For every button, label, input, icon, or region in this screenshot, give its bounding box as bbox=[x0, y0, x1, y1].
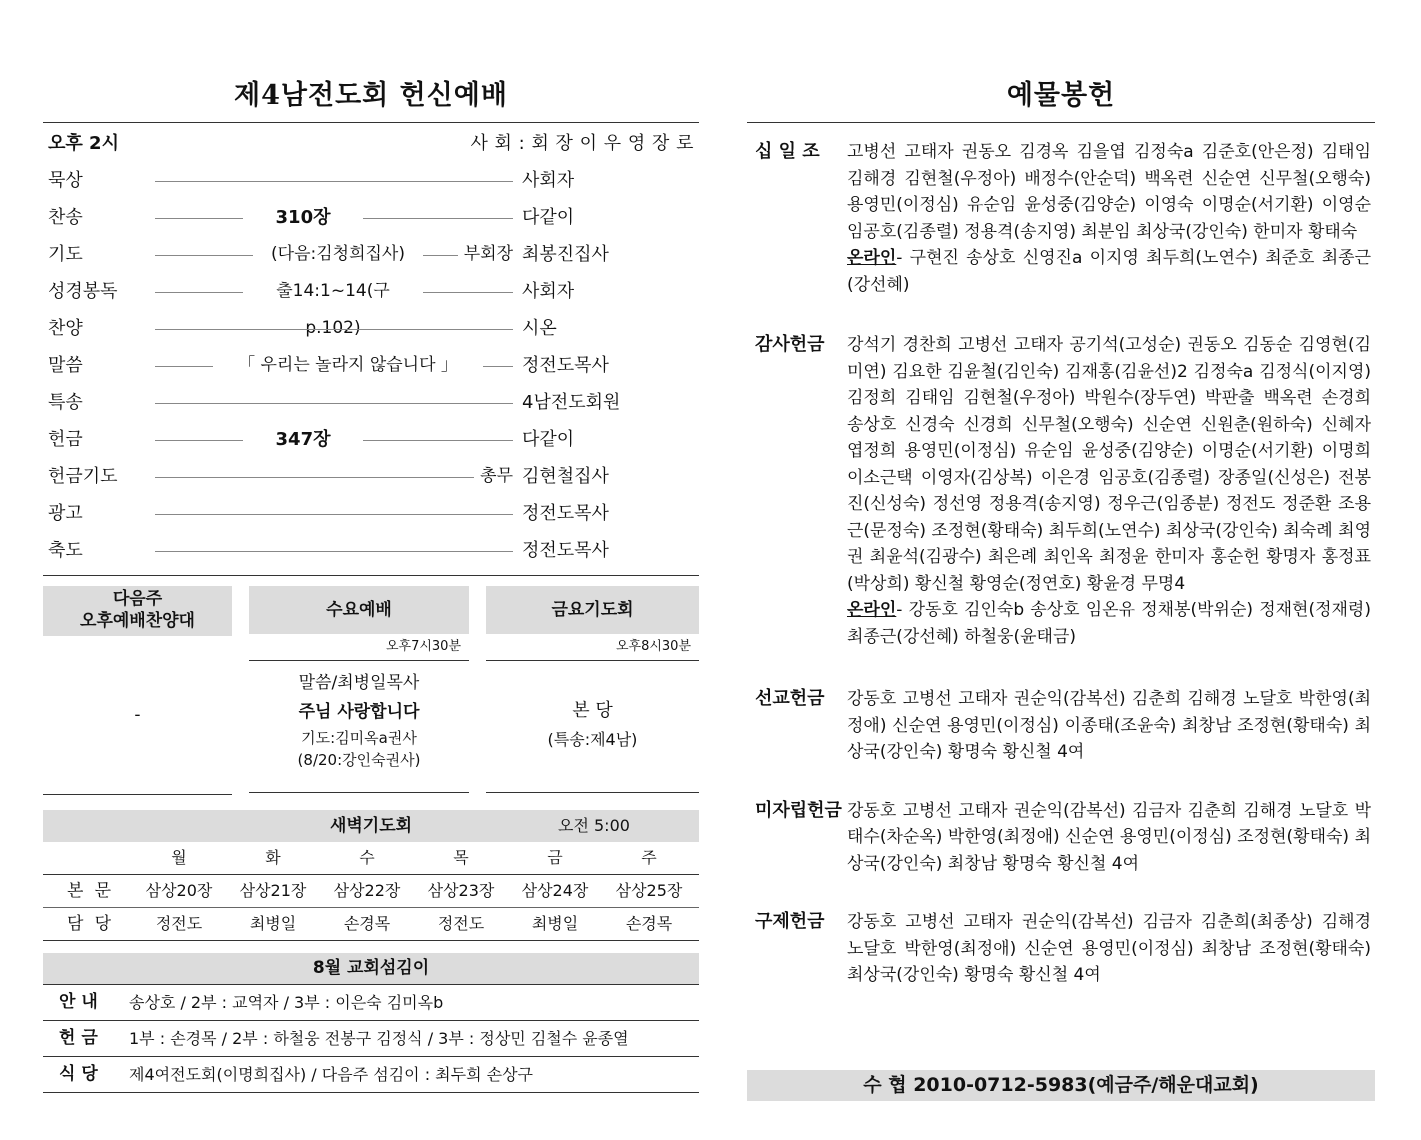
online-names: - 강동호 김인숙b 송상호 임온유 정채봉(박위순) 정재현(정재령) 최종근(강선혜) 하철웅(윤태금) bbox=[847, 600, 1371, 647]
dawn-grid bbox=[43, 842, 699, 941]
order-row bbox=[43, 384, 699, 421]
order-label: 광고 bbox=[48, 503, 83, 524]
order-performer: 사회자 bbox=[522, 273, 694, 310]
fri-line2: (특송:제4남) bbox=[547, 730, 638, 749]
offerings-title: 예물봉헌 bbox=[747, 70, 1375, 123]
dawn-cell: 목 bbox=[453, 848, 469, 867]
offering-names: 고병선 고태자 권동오 김경옥 김을엽 김정숙a 김준호(안은정) 김태임 김해경 김현철(우정아) 배정수(안순덕) 백옥련 신순연 신무철(오행숙) 용영민(이정심) 유순임 윤성중(김양순) 이영숙 이명순(서기환) 이영순 임공호(김종렬) 정용격(송지영) 최분임 최상국(강인숙) 한미자 황태숙 bbox=[847, 142, 1371, 242]
leader-line bbox=[155, 329, 513, 330]
fri-box bbox=[486, 586, 699, 793]
fri-line1: 본 당 bbox=[572, 700, 613, 721]
dawn-cell: 최병일 bbox=[531, 914, 579, 933]
leader-line bbox=[155, 551, 513, 552]
offering-label: 미자립헌금 bbox=[755, 799, 842, 821]
dawn-cell: 손경목 bbox=[343, 914, 391, 933]
dawn-cell: 정전도 bbox=[437, 914, 485, 933]
offering-names: 강동호 고병선 고태자 권순익(감복선) 김춘희 김해경 노달호 박한영(최정애) 신순연 용영민(이정심) 이종태(조윤숙) 최창남 조정현(황태숙) 최상국(강인숙) 황명숙 황신철 4여 bbox=[847, 689, 1371, 762]
dawn-cell: 월 bbox=[171, 848, 187, 867]
dawn-cell: 손경목 bbox=[625, 914, 673, 933]
order-label: 헌금 bbox=[48, 429, 83, 450]
dawn-cell: 금 bbox=[547, 848, 563, 867]
leader-line bbox=[155, 514, 513, 515]
order-list bbox=[43, 162, 699, 569]
offering-group bbox=[747, 332, 1375, 650]
service-label: 식 당 bbox=[59, 1064, 98, 1084]
worship-order-section bbox=[43, 70, 699, 1093]
order-row bbox=[43, 310, 699, 347]
service-rows bbox=[43, 985, 699, 1093]
online-names: - 구현진 송상호 신영진a 이지영 최두희(노연수) 최준호 최종근(강선혜) bbox=[847, 248, 1371, 295]
next-week-head1: 다음주 bbox=[112, 589, 163, 609]
offering-label: 십 일 조 bbox=[755, 141, 820, 162]
offering-names: 강동호 고병선 고태자 권순익(감복선) 김금자 김춘희 김해경 노달호 박태수(차순옥) 박한영(최정애) 신순연 용영민(이정심) 조정현(황태숙) 최상국(강인숙) 최창남 황명숙 황신철 4여 bbox=[847, 800, 1371, 874]
dawn-title: 새벽기도회 bbox=[329, 816, 413, 836]
order-label: 기도 bbox=[48, 244, 83, 265]
order-row bbox=[43, 495, 699, 532]
order-row bbox=[43, 458, 699, 495]
order-performer: 시온 bbox=[522, 310, 694, 347]
order-performer: 다같이 bbox=[522, 199, 694, 236]
service-text: 제4여전도회(이명희집사) / 다음주 섬김이 : 최두희 손상구 bbox=[129, 1065, 533, 1084]
service-text: 송상호 / 2부 : 교역자 / 3부 : 이은숙 김미옥b bbox=[129, 993, 444, 1012]
dawn-cell: 주 bbox=[641, 848, 657, 867]
order-label: 찬송 bbox=[48, 207, 83, 228]
dawn-cell: 정전도 bbox=[155, 914, 203, 933]
wed-line3: 기도:김미옥a권사 bbox=[301, 729, 417, 747]
order-detail: (다음:김청희집사) bbox=[253, 236, 423, 273]
leader-line bbox=[155, 477, 513, 478]
order-row bbox=[43, 236, 699, 273]
order-label: 헌금기도 bbox=[48, 466, 118, 487]
online-label: 온라인 bbox=[847, 600, 897, 620]
offering-label: 감사헌금 bbox=[755, 334, 825, 355]
service-text: 1부 : 손경목 / 2부 : 하철웅 전봉구 김정식 / 3부 : 정상민 김철수 윤종열 bbox=[129, 1029, 629, 1048]
order-performer: 사회자 bbox=[522, 162, 694, 199]
order-performer: 정전도목사 bbox=[522, 495, 694, 532]
dawn-row-label: 본 문 bbox=[67, 881, 111, 901]
wed-line1: 말씀/최병일목사 bbox=[298, 673, 420, 693]
service-label: 헌 금 bbox=[59, 1028, 98, 1048]
service-row bbox=[43, 1021, 699, 1057]
order-row bbox=[43, 347, 699, 384]
order-performer: 다같이 bbox=[522, 421, 694, 458]
next-week-head2: 오후예배찬양대 bbox=[80, 611, 195, 631]
weekly-boxes bbox=[43, 586, 699, 811]
service-label: 안 내 bbox=[59, 992, 98, 1012]
dawn-row-label: 담 당 bbox=[67, 914, 111, 934]
presider: 사 회 : 회 장 이 우 영 장 로 bbox=[470, 133, 694, 154]
order-role: 총무 bbox=[474, 458, 519, 495]
order-performer: 4남전도회원 bbox=[522, 384, 694, 421]
offering-group bbox=[747, 798, 1375, 878]
order-row bbox=[43, 199, 699, 236]
fri-head: 금요기도회 bbox=[486, 586, 699, 634]
wed-head: 수요예배 bbox=[249, 586, 469, 634]
wed-line4: (8/20:강인숙권사) bbox=[297, 751, 421, 769]
order-label: 찬양 bbox=[48, 318, 83, 339]
order-detail: 「 우리는 놀라지 않습니다 」 bbox=[213, 347, 483, 384]
wed-time: 오후7시30분 bbox=[249, 634, 469, 661]
offering-label: 선교헌금 bbox=[755, 688, 825, 709]
offerings-section bbox=[747, 70, 1375, 989]
offering-group bbox=[747, 909, 1375, 989]
online-label: 온라인 bbox=[847, 248, 897, 268]
order-label: 특송 bbox=[48, 392, 83, 413]
dawn-cell: 수 bbox=[359, 848, 375, 867]
wed-box bbox=[249, 586, 469, 793]
offering-group bbox=[747, 139, 1375, 298]
order-performer: 정전도목사 bbox=[522, 532, 694, 569]
service-section bbox=[43, 953, 699, 1093]
dawn-cell: 삼상24장 bbox=[521, 881, 589, 900]
order-detail: 347장 bbox=[243, 421, 363, 458]
order-row bbox=[43, 421, 699, 458]
order-row bbox=[43, 532, 699, 569]
service-row bbox=[43, 1057, 699, 1093]
dawn-time: 오전 5:00 bbox=[558, 816, 630, 835]
fri-time: 오후8시30분 bbox=[486, 634, 699, 661]
dawn-texts-row bbox=[43, 875, 699, 908]
offering-list bbox=[747, 139, 1375, 989]
order-label: 성경봉독 bbox=[48, 281, 118, 302]
next-week-content: - bbox=[43, 636, 232, 795]
dawn-cell: 삼상20장 bbox=[145, 881, 213, 900]
offering-names: 강동호 고병선 고태자 권순익(감복선) 김금자 김춘희(최종상) 김해경 노달호 박한영(최정애) 신순연 용영민(이정심) 최창남 조정현(황태숙) 최상국(강인숙) 황명숙 황신철 4여 bbox=[847, 912, 1371, 985]
dawn-cell: 삼상25장 bbox=[615, 881, 683, 900]
dawn-cell: 최병일 bbox=[249, 914, 297, 933]
service-row bbox=[43, 985, 699, 1021]
order-row bbox=[43, 162, 699, 199]
offering-group bbox=[747, 686, 1375, 766]
dawn-days-row bbox=[43, 842, 699, 875]
leader-line bbox=[155, 181, 513, 182]
worship-header-row bbox=[43, 125, 699, 162]
worship-time: 오후 2시 bbox=[48, 133, 119, 154]
offering-label: 구제헌금 bbox=[755, 911, 825, 932]
dawn-cell: 삼상22장 bbox=[333, 881, 401, 900]
order-detail: 310장 bbox=[243, 199, 363, 236]
worship-title: 제4남전도회 헌신예배 bbox=[43, 70, 699, 123]
order-performer: 정전도목사 bbox=[522, 347, 694, 384]
dawn-cell: 삼상23장 bbox=[427, 881, 495, 900]
order-performer: 최봉진집사 bbox=[522, 236, 694, 273]
offering-names: 강석기 경찬희 고병선 고태자 공기석(고성순) 권동오 김동순 김영현(김미연) 김요한 김윤철(김인숙) 김재홍(김윤선)2 김정숙a 김정식(이지영) 김정희 김태임 김현철(우정아) 박원수(장두연) 박판출 백옥련 손경희 송상호 신경숙 신경희 신무철(오행숙) 신순연 신원춘(원하숙) 신혜자 엽정희 용영민(이정심) 유순임 윤성중(김양순) 이명순(서기환) 이명희 이소근택 이영자(김상복) 이은경 임공호(김종렬) 장종일(신성은) 전봉진(신성숙) 정선영 정용격(송지영) 정우근(임종분) 정전도 정준환 조용근(문정숙) 조정현(황태숙) 최두희(노연수) 최상국(강인숙) 최숙례 최영권 최윤석(김광수) 최은례 최인옥 최정윤 한미자 홍순헌 황명자 홍정표(박상희) 황신철 황영순(정연호) 황윤경 무명4 bbox=[847, 335, 1371, 594]
service-title: 8월 교회섬김이 bbox=[43, 953, 699, 985]
bank-account: 수 협 2010-0712-5983(예금주/해운대교회) bbox=[747, 1070, 1375, 1101]
order-detail: 출14:1~14(구p.102) bbox=[243, 273, 423, 347]
order-label: 묵상 bbox=[48, 170, 83, 191]
order-label: 말씀 bbox=[48, 355, 83, 376]
leader-line bbox=[155, 403, 513, 404]
dawn-cell: 화 bbox=[265, 848, 281, 867]
dawn-prayer-section bbox=[43, 810, 699, 941]
order-label: 축도 bbox=[48, 540, 83, 561]
wed-line2: 주님 사랑합니다 bbox=[298, 702, 420, 722]
dawn-leads-row bbox=[43, 908, 699, 941]
order-performer: 김현철집사 bbox=[522, 458, 694, 495]
order-role: 부회장 bbox=[458, 236, 519, 273]
next-week-box bbox=[43, 586, 232, 795]
dawn-cell: 삼상21장 bbox=[239, 881, 307, 900]
